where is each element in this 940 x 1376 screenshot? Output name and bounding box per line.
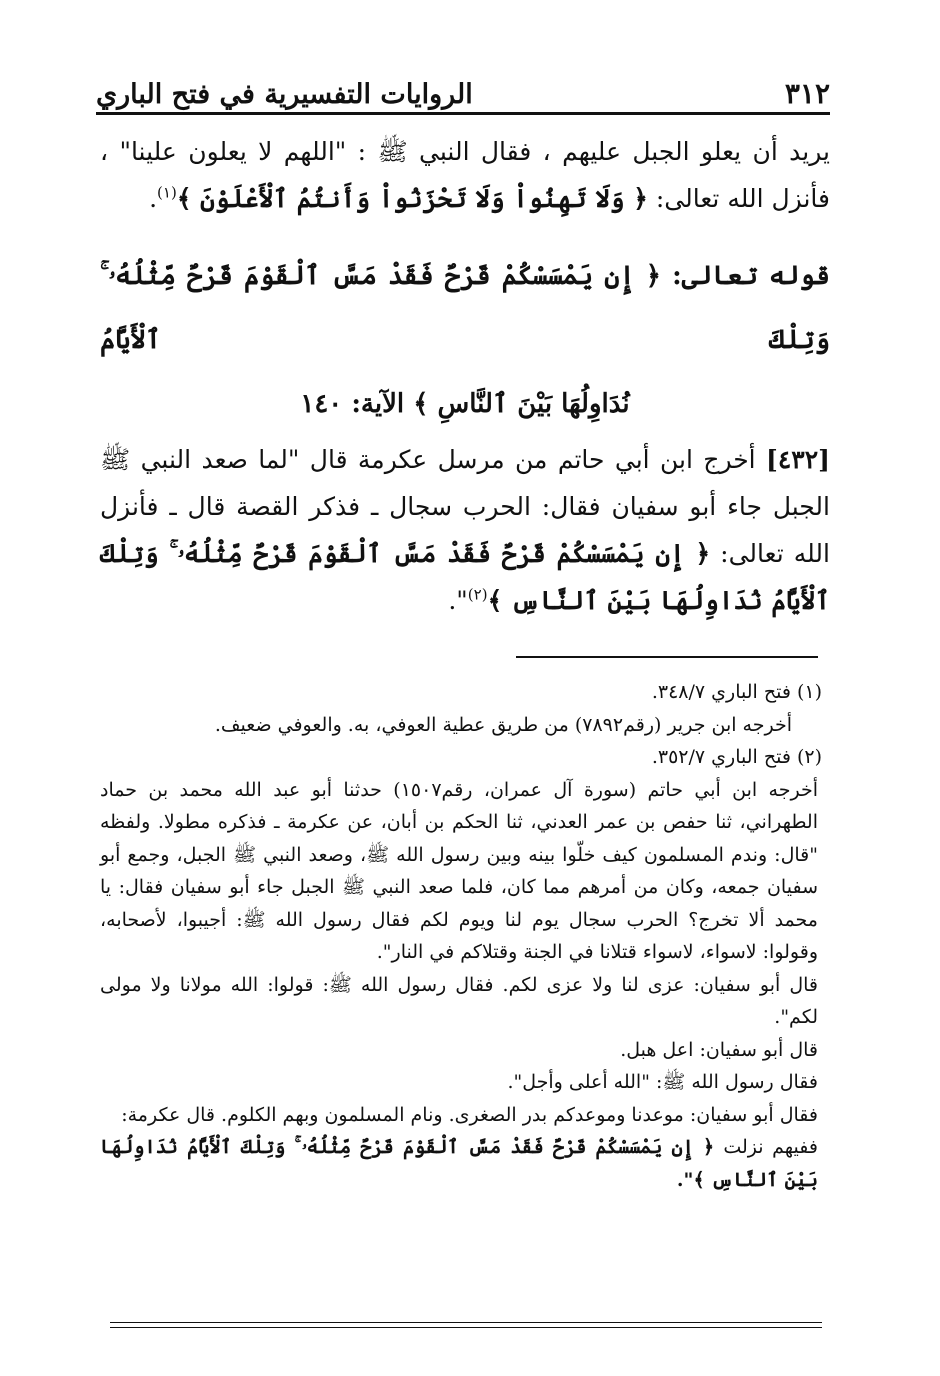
verse-heading-line-2 [100,372,830,436]
heading-suffix: الآية: ١٤٠ [300,389,405,419]
narration-end: ". [448,586,468,615]
quran-verse: ﴿ وَلَا تَهِنُواْ وَلَا تَحْزَنُواْ وَأَنتُمُ ٱلْأَعْلَوْنَ ﴾ [176,184,648,213]
narration-number: [٤٣٢] [766,445,831,474]
footnote-ref-1: (١) [157,183,177,202]
paragraph-1-end: . [149,184,158,213]
footnote-separator [516,656,818,658]
narration-verse: ﴿ إِن يَمْسَسْكُمْ قَرْحٌ فَقَدْ مَسَّ ٱلْقَوْمَ قَرْحٌ مِّثْلُهُۥ ۚ وَتِلْكَ ٱلْأَيَّامُ نُدَاوِلُهَا بَيْنَ ٱلنَّاسِ ﴾ [100,539,830,615]
heading-verse-part-2: نُدَاوِلُهَا بَيْنَ ٱلنَّاسِ ﴾ [413,389,630,419]
main-text [100,128,830,624]
heading-verse-part-1: ﴿ إِن يَمْسَسْكُمْ قَرْحٌ فَقَدْ مَسَّ ٱلْقَوْمَ قَرْحٌ مِّثْلُهُۥ ۚ وَتِلْكَ ٱلْأَيَّامُ [100,261,830,355]
footnote-2-para-2: قال أبو سفيان: عزى لنا ولا عزى لكم. فقال رسول الله ﷺ: قولوا: الله مولانا ولا مولى لكم". [100,973,818,1028]
footnote-1-body: أخرجه ابن جرير (رقم٧٨٩٢) من طريق عطية العوفي، به. والعوفي ضعيف. [214,713,792,736]
narration-432 [100,436,830,624]
verse-heading [100,244,830,436]
paragraph-1-text: يريد أن يعلو الجبل عليهم ، فقال النبي ﷺ : "اللهم لا يعلون علينا" ، فأنزل الله تعالى: [100,137,830,213]
footnote-2-verse: ﴿ إِن يَمْسَسْكُمْ قَرْحٌ فَقَدْ مَسَّ ٱلْقَوْمَ قَرْحٌ مِّثْلُهُۥ ۚ وَتِلْكَ ٱلْأَيَّامُ نُدَاوِلُهَا بَيْنَ ٱلنَّاسِ ﴾ [100,1136,818,1191]
footnote-2-para-6 [100,1131,822,1196]
header-rule [96,112,830,115]
footnote-2-para-3: قال أبو سفيان: اعل هبل. [620,1038,818,1061]
footnotes [100,676,822,1196]
footnote-2-para-5: فقال أبو سفيان: موعدنا وموعدكم بدر الصغرى. ونام المسلمون وبهم الكلوم. قال عكرمة: [121,1103,818,1126]
running-header [96,62,830,110]
footnote-2-para-6-prefix: ففيهم نزلت [723,1136,818,1158]
page-number: ٣١٢ [784,77,830,110]
footnote-2-body: أخرجه ابن أبي حاتم (سورة آل عمران، رقم١٥٠٧) حدثنا أبو عبد الله محمد بن حماد الطهراني، ثنا حفص بن عمر العدني، ثنا الحكم بن أبان، عن عكرمة ـ فذكره مطولا. ولفظه "قال: وندم المسلمون كيف خلّوا بينه وبين رسول الله ﷺ، وصعد النبي ﷺ الجبل، وجمع أبو سفيان جمعه، وكان من أمرهم مما كان، فلما صعد النبي ﷺ الجبل جاء أبو سفيان فقال: يا محمد ألا تخرج؟ الحرب سجال يوم لنا ويوم لكم فقال رسول الله ﷺ: أجيبوا، لأصحابه، وقولوا: لاسواء، لاسواء قتلانا في الجنة وقتلاكم في النار". [100,778,818,963]
heading-prefix: قوله تعالى: [672,261,830,291]
footnote-1-head: (١) فتح الباري ٣٤٨/٧. [651,681,822,703]
footnote-2-head: (٢) فتح الباري ٣٥٢/٧. [651,746,822,768]
bottom-rule [110,1322,822,1323]
footnote-2-end: ". [676,1168,694,1191]
footnote-2-para-4: فقال رسول الله ﷺ: "الله أعلى وأجل". [507,1071,818,1093]
narration-text: أخرج ابن أبي حاتم من مرسل عكرمة قال "لما صعد النبي ﷺ الجبل جاء أبو سفيان فقال: الحرب سجال ـ فذكر القصة قال ـ فأنزل الله تعالى: [100,445,830,568]
paragraph-1 [100,128,830,222]
bottom-rule-double [110,1327,822,1328]
running-title: الروايات التفسيرية في فتح الباري [96,79,473,110]
footnote-ref-2: (٢) [467,585,488,604]
verse-heading-line-1 [100,244,830,372]
